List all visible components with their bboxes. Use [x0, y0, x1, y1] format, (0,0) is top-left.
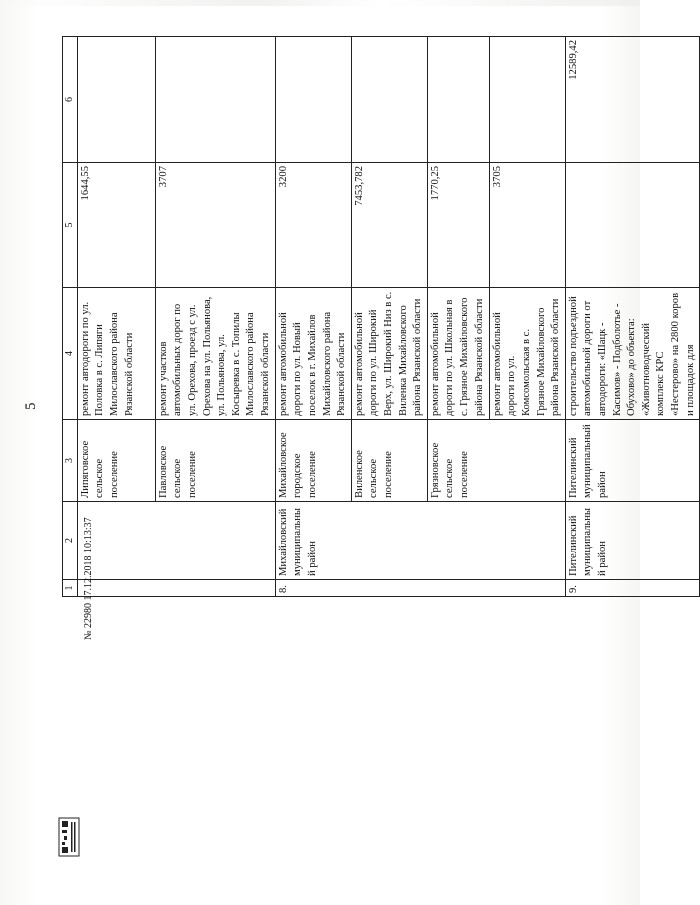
district-cell: Михайловский муниципальный район [275, 502, 565, 580]
column-header: 2 [63, 502, 78, 580]
value-col6-cell: 12589,42 [565, 37, 699, 163]
column-header: 4 [63, 288, 78, 420]
object-cell: ремонт автомобильной дороги по ул. Новый поселок в г. Михайлов Михайловского района Рязанской области [275, 288, 351, 420]
column-number-row [63, 37, 78, 597]
value-col6-cell [351, 37, 427, 163]
rotated-table-container [62, 37, 696, 597]
settlement-cell: Виленское сельское поселение [351, 420, 427, 502]
settlement-cell: Грязновское сельское поселение [427, 420, 565, 502]
column-header: 1 [63, 580, 78, 597]
value-col5-cell: 7453,782 [351, 163, 427, 288]
district-cell: Пителинский муниципальный район [565, 502, 699, 580]
value-col6-cell [77, 37, 155, 163]
table-row [275, 37, 351, 597]
column-header: 6 [63, 37, 78, 163]
column-header: 3 [63, 420, 78, 502]
row-number-cell: 8. [275, 580, 565, 597]
page-number: 5 [23, 402, 39, 410]
value-col6-cell [155, 37, 275, 163]
object-cell: ремонт автомобильной дороги по ул. Комсомольская в с. Грязное Михайловского района Рязанской области [489, 288, 565, 420]
value-col6-cell [427, 37, 489, 163]
settlement-cell: Павловское сельское поселение [155, 420, 275, 502]
object-cell: ремонт автомобильной дороги по ул. Школьная в с. Грязное Михайловского района Рязанской области [427, 288, 489, 420]
value-col6-cell [275, 37, 351, 163]
object-cell: ремонт участков автомобильных дорог по ул. Орехова, проезд с ул. Орехова на ул. Польянова, ул. Польянова, ул. Косыревка в с. Топилы Милославского района Рязанской области [155, 288, 275, 420]
value-col5-cell: 3200 [275, 163, 351, 288]
qr-stamp-icon [58, 817, 80, 857]
object-cell: строительство подъездной автомобильной дороги от автодороги: «Шацк - Касимов» - Подболотье - Обухово» до объекта: «Животноводческий комплекс КРС «Нестерово» на 2800 коров и площадок для [565, 288, 699, 420]
column-header: 5 [63, 163, 78, 288]
value-col5-cell: 1770,25 [427, 163, 489, 288]
row-number-cell [77, 580, 275, 597]
value-col5-cell: 1644,55 [77, 163, 155, 288]
value-col5-cell: 3705 [489, 163, 565, 288]
value-col6-cell [489, 37, 565, 163]
object-cell: ремонт автомобильной дороги по ул. Широкий Верх, ул. Широкий Низ в с. Виленка Михайловского района Рязанской области [351, 288, 427, 420]
row-number-cell: 9. [565, 580, 699, 597]
district-cell [77, 502, 275, 580]
settlement-cell: Липяговское сельское поселение [77, 420, 155, 502]
value-col5-cell [565, 163, 699, 288]
settlement-cell: Пителинский муниципальный район [565, 420, 699, 502]
scan-edge [0, 0, 640, 6]
value-col5-cell: 3707 [155, 163, 275, 288]
settlement-cell: Михайловское городское поселение [275, 420, 351, 502]
table-row [565, 37, 699, 597]
data-table [62, 36, 700, 597]
document-registration-stamp: № 22980 17.12.2018 10:13:37 [83, 517, 94, 640]
object-cell: ремонт автодороги по ул. Половка в с. Липяги Милославского района Рязанской области [77, 288, 155, 420]
